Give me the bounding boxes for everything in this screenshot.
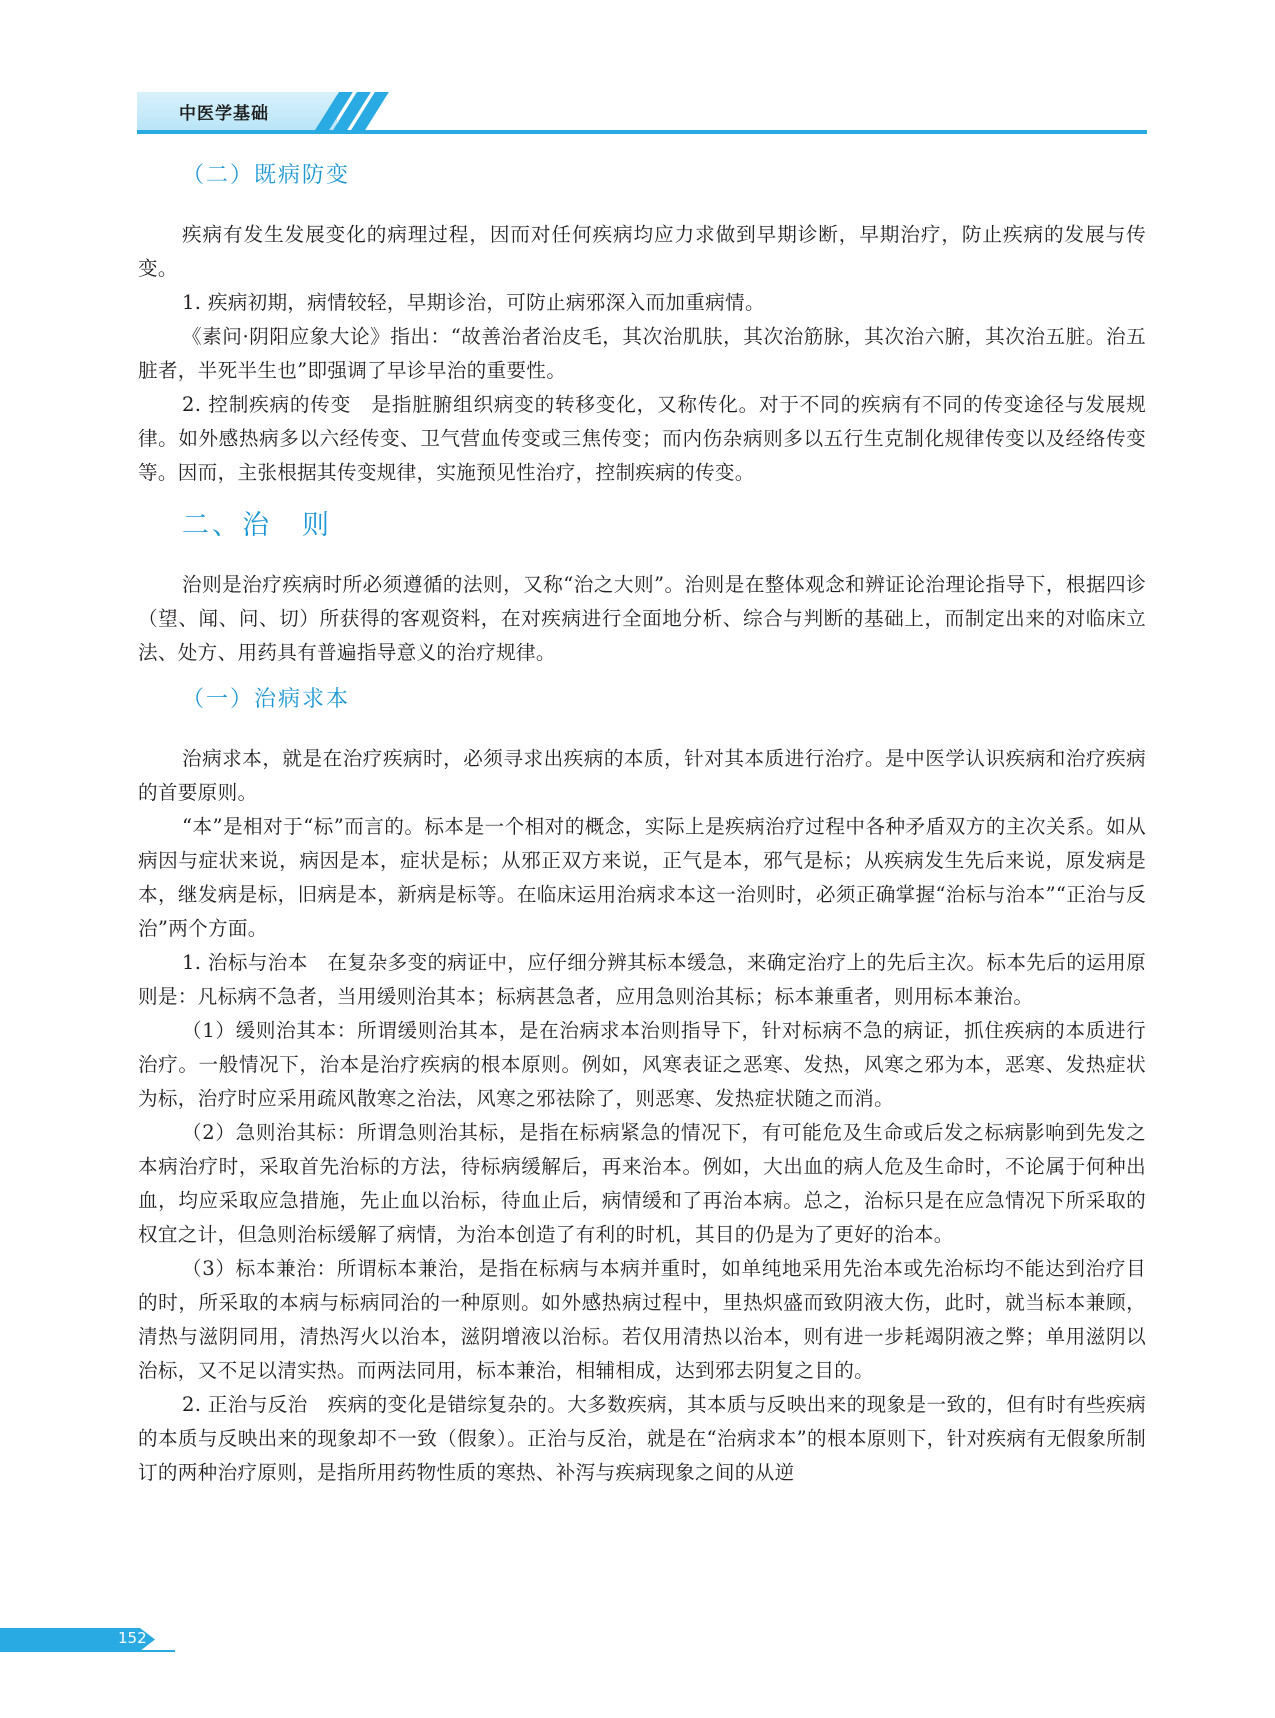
paragraph: 《素问·阴阳应象大论》指出：“故善治者治皮毛，其次治肌肤，其次治筋脉，其次治六腑，其次治五脏。治五脏者，半死半生也”即强调了早诊早治的重要性。 [138,325,1146,382]
page-number: 152 [118,1629,147,1647]
paragraph: （3）标本兼治：所谓标本兼治，是指在标病与本病并重时，如单纯地采用先治本或先治标均不能达到治疗目的时，所采取的本病与标病同治的一种原则。如外感热病过程中，里热炽盛而致阴液大伤，此时，就当标本兼顾，清热与滋阴同用，清热泻火以治本，滋阴增液以治标。若仅用清热以治本，则有进一步耗竭阴液之弊；单用滋阴以治标，又不足以清实热。而两法同用，标本兼治，相辅相成，达到邪去阴复之目的。 [138,1257,1146,1382]
paragraph: “本”是相对于“标”而言的。标本是一个相对的概念，实际上是疾病治疗过程中各种矛盾双方的主次关系。如从病因与症状来说，病因是本，症状是标；从邪正双方来说，正气是本，邪气是标；从疾病发生先后来说，原发病是本，继发病是标，旧病是本，新病是标等。在临床运用治病求本这一治则时，必须正确掌握“治标与治本”“正治与反治”两个方面。 [138,815,1146,940]
header-rule [137,130,1147,134]
paragraph: （1）缓则治其本：所谓缓则治其本，是在治病求本治则指导下，针对标病不急的病证，抓住疾病的本质进行治疗。一般情况下，治本是治疗疾病的根本原则。例如，风寒表证之恶寒、发热，风寒之邪为本，恶寒、发热症状为标，治疗时应采用疏风散寒之治法，风寒之邪祛除了，则恶寒、发热症状随之而消。 [138,1019,1146,1110]
chapter-heading: 二、治 则 [182,510,332,541]
paragraph: 2. 控制疾病的传变 是指脏腑组织病变的转移变化，又称传化。对于不同的疾病有不同的传变途径与发展规律。如外感热病多以六经传变、卫气营血传变或三焦传变；而内伤杂病则多以五行生克制化规律传变以及经络传变等。因而，主张根据其传变规律，实施预见性治疗，控制疾病的传变。 [138,393,1146,484]
paragraph: 1. 疾病初期，病情较轻，早期诊治，可防止病邪深入而加重病情。 [182,291,765,314]
page-header [137,92,1147,132]
page-footer [0,1628,175,1651]
paragraph: （2）急则治其标：所谓急则治其标，是指在标病紧急的情况下，有可能危及生命或后发之标病影响到先发之本病治疗时，采取首先治标的方法，待标病缓解后，再来治本。例如，大出血的病人危及生命时，不论属于何种出血，均应采取应急措施，先止血以治标，待血止后，病情缓和了再治本病。总之，治标只是在应急情况下所采取的权宜之计，但急则治标缓解了病情，为治本创造了有利的时机，其目的仍是为了更好的治本。 [138,1121,1146,1246]
section-heading: （一）治病求本 [182,687,351,712]
paragraph: 1. 治标与治本 在复杂多变的病证中，应仔细分辨其标本缓急，来确定治疗上的先后主次。标本先后的运用原则是：凡标病不急者，当用缓则治其本；标病甚急者，应用急则治其标；标本兼重者，则用标本兼治。 [138,951,1146,1008]
page-content [138,160,1146,1490]
book-title: 中医学基础 [179,104,269,124]
section-heading: （二）既病防变 [182,163,351,188]
footer-rule [0,1650,175,1652]
paragraph: 治则是治疗疾病时所必须遵循的法则，又称“治之大则”。治则是在整体观念和辨证论治理论指导下，根据四诊（望、闻、问、切）所获得的客观资料，在对疾病进行全面地分析、综合与判断的基础上，而制定出来的对临床立法、处方、用药具有普遍指导意义的治疗规律。 [138,573,1146,664]
paragraph: 疾病有发生发展变化的病理过程，因而对任何疾病均应力求做到早期诊断，早期治疗，防止疾病的发展与传变。 [138,223,1146,280]
paragraph: 2. 正治与反治 疾病的变化是错综复杂的。大多数疾病，其本质与反映出来的现象是一致的，但有时有些疾病的本质与反映出来的现象却不一致（假象）。正治与反治，就是在“治病求本”的根本原则下，针对疾病有无假象所制订的两种治疗原则，是指所用药物性质的寒热、补泻与疾病现象之间的从逆 [138,1393,1146,1484]
paragraph: 治病求本，就是在治疗疾病时，必须寻求出疾病的本质，针对其本质进行治疗。是中医学认识疾病和治疗疾病的首要原则。 [138,747,1146,804]
